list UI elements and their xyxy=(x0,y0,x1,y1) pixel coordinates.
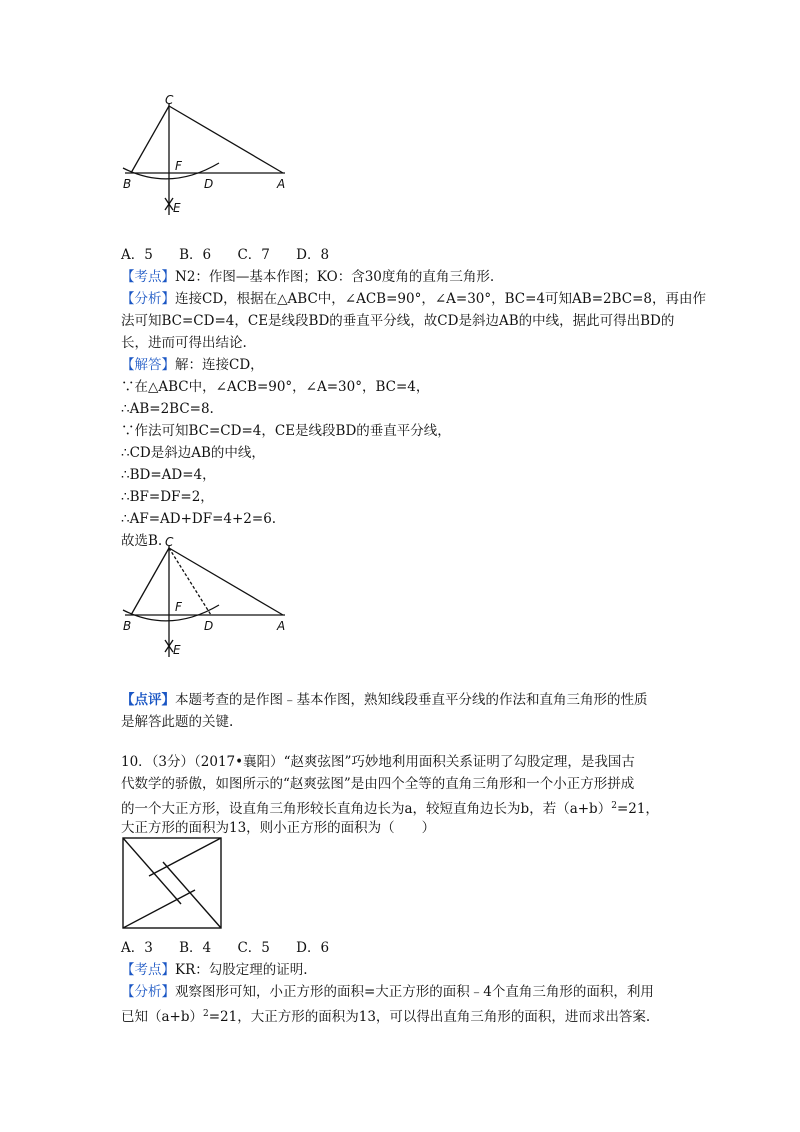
kaodian-1 xyxy=(121,267,494,287)
fenxi-1-text-1: 连接CD，根据在△ABC中，∠ACB=90°，∠A=30°，BC=4可知AB=2BC=8，再由作 xyxy=(175,291,707,307)
q9-option-d[interactable]: D．8 xyxy=(296,247,330,263)
dianping-1-text-1: 本题考查的是作图﹣基本作图，熟知线段垂直平分线的作法和直角三角形的性质 xyxy=(175,692,648,708)
figure-triangle-solution xyxy=(115,532,295,662)
jieda-1-step-4: ∴CD是斜边AB的中线， xyxy=(121,445,265,461)
jieda-1-step-2: ∴AB=2BC=8. xyxy=(121,401,214,417)
segment-bc xyxy=(131,548,169,615)
q10-line-2: 代数学的骄傲，如图所示的“赵爽弦图”是由四个全等的直角三角形和一个小正方形拼成 xyxy=(121,776,635,792)
jieda-1-step-7: ∴AF=AD+DF=4+2=6. xyxy=(121,511,277,527)
fenxi-2-text-1: 观察图形可知，小正方形的面积=大正方形的面积﹣4个直角三角形的面积，利用 xyxy=(175,984,654,1000)
segment-bc xyxy=(131,106,169,173)
figure-triangle-construction xyxy=(115,90,295,220)
jieda-1-line-1 xyxy=(121,355,264,375)
label-e: E xyxy=(173,643,181,657)
segment-ca xyxy=(169,106,283,173)
dianping-1-tag: 【点评】 xyxy=(121,692,175,708)
dianping-1-line-1 xyxy=(121,690,648,710)
label-a: A xyxy=(277,619,286,633)
fenxi-1-line-3: 长，进而可得出结论. xyxy=(121,335,247,351)
label-f: F xyxy=(175,600,182,614)
label-e: E xyxy=(173,201,181,215)
label-a: A xyxy=(277,177,286,191)
triangle-edge-4 xyxy=(123,890,195,928)
label-b: B xyxy=(123,177,132,191)
kaodian-2-text: KR：勾股定理的证明. xyxy=(175,962,308,978)
q10-option-b[interactable]: B．4 xyxy=(179,940,212,956)
label-c: C xyxy=(165,535,174,549)
fenxi-2-head: 已知（a+b） xyxy=(121,1009,204,1025)
kaodian-2-tag: 【考点】 xyxy=(121,962,175,978)
q10-line-3-tail: =21， xyxy=(616,801,659,817)
q10-line-1: 10．（3分）（2017•襄阳）“赵爽弦图”巧妙地利用面积关系证明了勾股定理，是我国古 xyxy=(121,754,635,770)
q9-option-b[interactable]: B．6 xyxy=(179,247,212,263)
label-f: F xyxy=(175,159,182,173)
fenxi-1-tag: 【分析】 xyxy=(121,291,175,307)
q10-line-4: 大正方形的面积为13，则小正方形的面积为（ ） xyxy=(121,820,436,836)
figure-zhao-shuang-diagram xyxy=(121,836,225,932)
q10-line-3 xyxy=(121,796,659,819)
jieda-1-step-5: ∴BD=AD=4， xyxy=(121,467,216,483)
fenxi-1-line-2: 法可知BC=CD=4，CE是线段BD的垂直平分线，故CD是斜边AB的中线，据此可得出BD的 xyxy=(121,313,675,329)
kaodian-1-text: N2：作图—基本作图；KO：含30度角的直角三角形. xyxy=(175,269,495,285)
fenxi-2-tag: 【分析】 xyxy=(121,984,175,1000)
fenxi-1-line-1 xyxy=(121,289,706,309)
kaodian-2 xyxy=(121,960,308,980)
big-square xyxy=(123,838,221,928)
q9-option-a[interactable]: A．5 xyxy=(121,247,153,263)
q10-options xyxy=(121,938,351,958)
q10-option-c[interactable]: C．5 xyxy=(237,940,270,956)
triangle-edge-2 xyxy=(149,838,221,876)
triangle-edge-3 xyxy=(163,862,221,928)
q10-option-a[interactable]: A．3 xyxy=(121,940,153,956)
segment-ca xyxy=(169,548,283,615)
label-d: D xyxy=(204,177,214,191)
jieda-1-step-6: ∴BF=DF=2， xyxy=(121,489,214,505)
q10-option-d[interactable]: D．6 xyxy=(296,940,330,956)
q10-line-3-text: 的一个大正方形，设直角三角形较长直角边长为a，较短直角边长为b，若（a+b） xyxy=(121,801,612,817)
jieda-1-step-1: ∵在△ABC中，∠ACB=90°，∠A=30°，BC=4， xyxy=(121,379,430,395)
label-b: B xyxy=(123,619,132,633)
kaodian-1-tag: 【考点】 xyxy=(121,269,175,285)
jieda-1-step-3: ∵作法可知BC=CD=4，CE是线段BD的垂直平分线， xyxy=(121,423,451,439)
label-d: D xyxy=(204,619,214,633)
triangle-edge-1 xyxy=(123,838,181,904)
q10-exponent: 2 xyxy=(611,801,617,811)
label-c: C xyxy=(165,93,174,107)
dianping-1-line-2: 是解答此题的关键. xyxy=(121,714,234,730)
fenxi-2-exponent: 2 xyxy=(203,1009,209,1019)
fenxi-2-tail: =21，大正方形的面积为13，可以得出直角三角形的面积，进而求出答案. xyxy=(208,1009,651,1025)
fenxi-2-line-2 xyxy=(121,1004,650,1027)
jieda-1-first: 解：连接CD， xyxy=(175,357,264,373)
jieda-1-tag: 【解答】 xyxy=(121,357,175,373)
fenxi-2-line-1 xyxy=(121,982,654,1002)
jieda-1-choice: 故选B. xyxy=(121,533,163,549)
q9-options xyxy=(121,245,351,265)
q9-option-c[interactable]: C．7 xyxy=(237,247,270,263)
